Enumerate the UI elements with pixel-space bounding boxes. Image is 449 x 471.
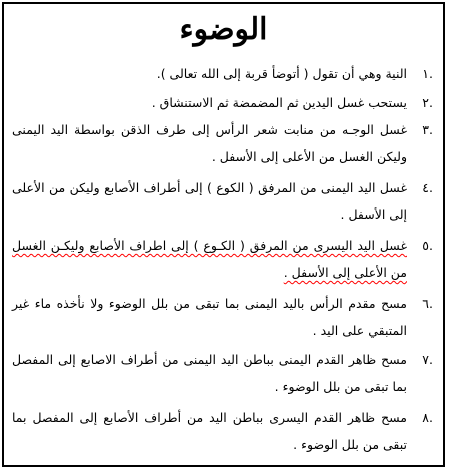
document-title: الوضوء (179, 12, 268, 47)
step-number: .٣ (422, 122, 433, 137)
step-number: .٦ (422, 296, 433, 311)
step-text: مسح ظاهر القدم اليمنى بباطن اليد اليمنى من أطراف الاصابع إلى المفصل بما تبقى من بلل الوضوء . (12, 352, 407, 394)
step-text: النية وهي أن تقول ( أتوضأ قربة إلى الله تعالى ). (156, 66, 407, 81)
step-text: غسل اليد اليسرى من المرفق ( الكـوع ) إلى اطراف الأصابع وليكـن الغسل من الأعلى إلى الأسفل . (12, 238, 407, 280)
step-text: مسح مقدم الرأس باليد اليمنى بما تبقى من بلل الوضوء ولا نأخذه ماء غير المتبقي على اليد . (12, 296, 407, 338)
step-text: يستحب غسل اليدين ثم المضمضة ثم الاستنشاق . (151, 95, 407, 110)
list-item (12, 89, 433, 116)
step-text: مسح ظاهر القدم اليسرى بباطن اليد من أطراف الأصابع إلى المفصل بما تبقى من بلل الوضوء . (12, 410, 407, 452)
list-item (12, 346, 433, 404)
list-item (12, 60, 433, 89)
step-number: .٧ (422, 352, 433, 367)
steps-list (12, 60, 433, 458)
step-number: .١ (422, 66, 433, 81)
step-text: غسل اليد اليمنى من المرفق ( الكوع ) إلى أطراف الأصابع وليكن من الأعلى إلى الأسفل . (12, 180, 407, 222)
list-item (12, 174, 433, 232)
list-item (12, 404, 433, 458)
list-item (12, 232, 433, 290)
step-number: .٨ (422, 410, 433, 425)
step-number: .٥ (422, 238, 433, 253)
list-item (12, 290, 433, 346)
step-number: .٢ (422, 95, 433, 110)
step-text: غسل الوجـه من منابت شعر الرأس إلى طرف الذقن بواسطة اليد اليمنى وليكن الغسل من الأعلى إلى الأسفل . (12, 122, 407, 164)
list-item (12, 116, 433, 174)
step-number: .٤ (422, 180, 433, 195)
document-frame (2, 2, 445, 467)
